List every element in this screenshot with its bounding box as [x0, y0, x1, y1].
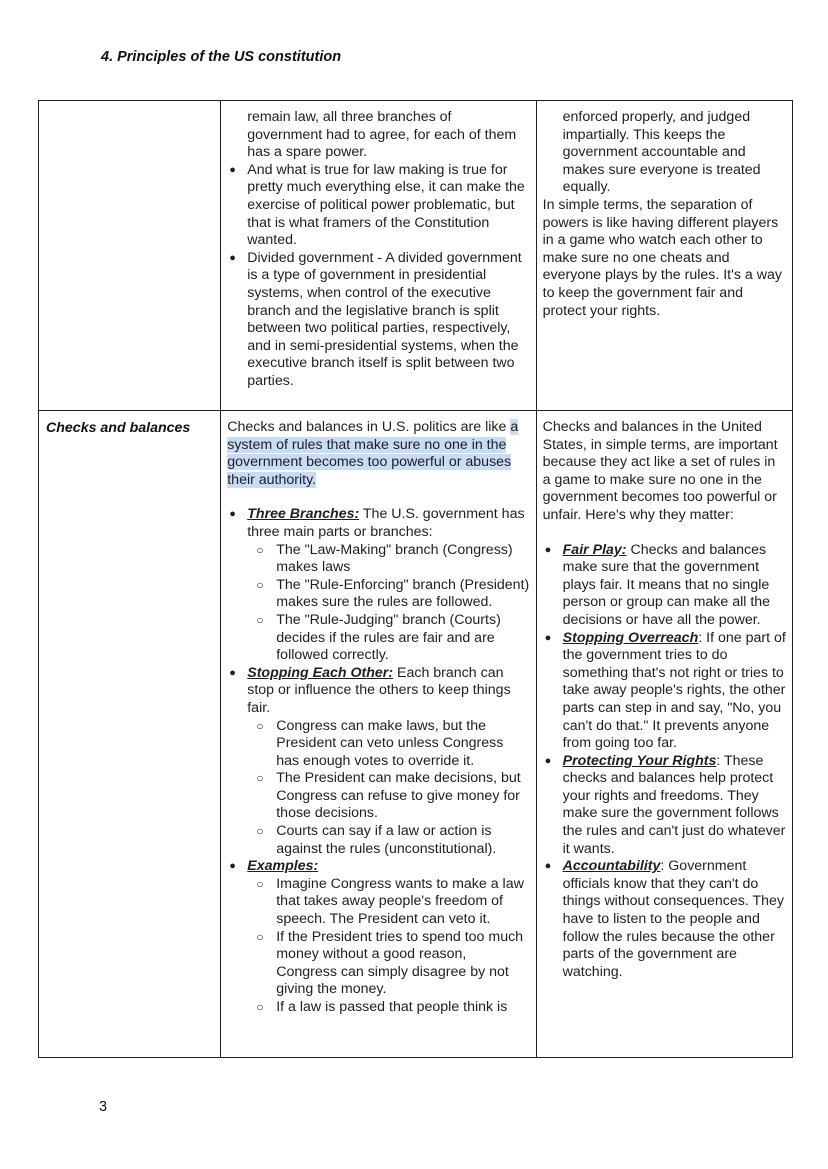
sub-list-item: ○ The "Law-Making" branch (Congress) makes laws [247, 542, 529, 577]
intro-text: Checks and balances in U.S. politics are like [227, 419, 511, 435]
sub-list-item: ○ The President can make decisions, but Congress can refuse to give money for those decisions. [247, 770, 529, 823]
term-text: : If one part of the government tries to do something that's not right or tries to take away people's rights, the other parts can step in and say, "No, you can't do that." It prevents anyone from going too far. [562, 629, 786, 752]
bullet-list [227, 162, 529, 391]
term-label: Protecting Your Rights [562, 752, 717, 769]
term-label: Examples: [247, 858, 319, 875]
section-heading: 4. Principles of the US constitution [101, 49, 342, 65]
term-text: : Government officials know that they can't do things without consequences. They have to listen to the people and follow the rules because the other parts of the government are watching. [562, 858, 785, 980]
principles-table [38, 100, 793, 1058]
bullet-list [543, 542, 786, 982]
term-text: Checks and balances make sure that the government plays fair. It means that no single person or group can make all the decisions or have all the power. [562, 541, 771, 628]
sub-list [247, 718, 529, 859]
sub-list [247, 542, 529, 665]
sub-list-item: ○ If the President tries to spend too much money without a good reason, Congress can simply disagree by not giving the money. [247, 929, 529, 999]
continued-text: enforced properly, and judged impartially. This keeps the government accountable and makes sure everyone is treated equally. [562, 109, 761, 196]
cell-explanation [221, 101, 536, 411]
term-text: Each branch can stop or influence the others to keep things fair. [247, 664, 511, 716]
sub-list-item: ○ Congress can make laws, but the President can veto unless Congress has enough votes to override it. [247, 718, 529, 771]
list-item [227, 665, 529, 859]
list-item: ● And what is true for law making is true for pretty much everything else, it can make the exercise of political power problematic, but that is what framers of the Constitution wanted. [227, 162, 529, 250]
list-item [543, 753, 786, 859]
intro-paragraph [227, 419, 529, 489]
row-label-cell-empty [39, 101, 221, 411]
term-label: Stopping Each Other: [247, 664, 394, 681]
list-item [227, 506, 529, 664]
cell-explanation [221, 411, 536, 1058]
summary-paragraph: In simple terms, the separation of powers is like having different players in a game who watch each other to make sure no one cheats and everyone plays by the rules. It's a way to keep the government fair and protect your rights. [542, 196, 782, 319]
page-number: 3 [99, 1099, 108, 1115]
sub-list-item: ○ If a law is passed that people think is [247, 999, 529, 1017]
bullet-list [227, 506, 529, 1016]
list-item [543, 542, 786, 630]
sub-list-item: ○ The "Rule-Enforcing" branch (President) makes sure the rules are followed. [247, 577, 529, 612]
term-text: The U.S. government has three main parts or branches: [247, 506, 525, 540]
table-row-checks-balances [39, 411, 793, 1058]
intro-paragraph: Checks and balances in the United States, in simple terms, are important because they act like a set of rules in a game to make sure no one in the government becomes too powerful or unfair. Here's why they matter: [542, 419, 778, 523]
table-row-separation-continued [39, 101, 793, 411]
list-item: ● Divided government - A divided government is a type of government in presidential systems, when control of the executive branch and the legislative branch is split between two political parties, respectively, and in semi-presidential systems, when the executive branch itself is split between two parties. [227, 250, 529, 391]
sub-list-item: ○ Courts can say if a law or action is against the rules (unconstitutional). [247, 823, 529, 858]
row-label: Checks and balances [39, 411, 221, 1058]
list-item [543, 630, 786, 753]
sub-list-item: ○ The "Rule-Judging" branch (Courts) decides if the rules are fair and are followed correctly. [247, 612, 529, 665]
term-text: : These checks and balances help protect your rights and freedoms. They make sure the government follows the rules and can't just do whatever it wants. [562, 752, 786, 857]
highlighted-text: a system of rules that make sure no one in the government becomes too powerful or abuses their authority. [227, 419, 519, 488]
cell-simple-explanation [536, 411, 792, 1058]
sub-list [247, 876, 529, 1017]
sub-list-item: ○ Imagine Congress wants to make a law that takes away people's freedom of speech. The President can veto it. [247, 876, 529, 929]
term-label: Accountability [562, 858, 661, 875]
term-label: Stopping Overreach [562, 629, 699, 646]
list-item [227, 858, 529, 1016]
term-label: Three Branches: [247, 506, 360, 523]
list-item [543, 858, 786, 981]
term-label: Fair Play: [562, 541, 627, 558]
continued-text: remain law, all three branches of government had to agree, for each of them has a spare power. [247, 109, 517, 161]
cell-simple-explanation [536, 101, 792, 411]
